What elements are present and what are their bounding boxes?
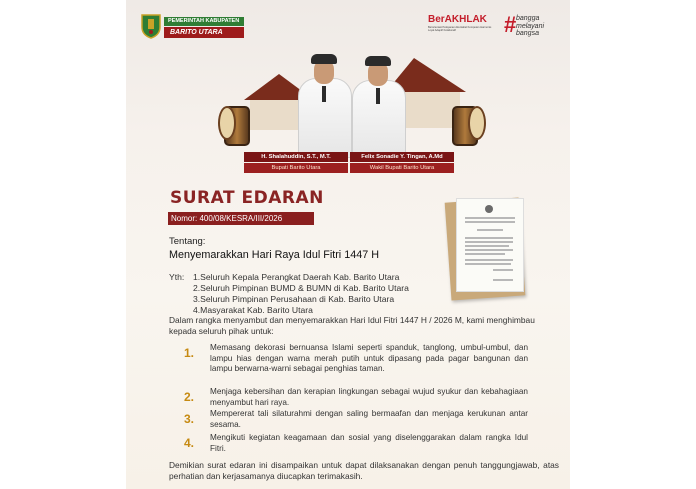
bangga-text: [516, 15, 544, 38]
official-role: Wakil Bupati Barito Utara: [350, 163, 454, 173]
instruction-item: Memasang dekorasi bernuansa Islami seperti spanduk, tanglong, umbul-umbul, dan lampu hias dengan warna merah putih untuk dipasang pada pagar bangunan dan lampu berwarna-warni sebagai penghias taman.: [210, 343, 528, 373]
berakhlak-subtitle: Berorientasi Pelayanan Akuntabel Kompeten Harmonis Loyal Adaptif Kolaboratif: [428, 26, 492, 33]
recipients-label: Yth:: [169, 272, 185, 282]
document-emblem-icon: [485, 205, 493, 213]
instruction-item: Mengikuti kegiatan keagamaan dan sosial yang diselenggarakan dalam rangka Idul Fitri.: [210, 433, 528, 453]
recipient-item: 3.Seluruh Pimpinan Perusahaan di Kab. Barito Utara: [193, 294, 395, 304]
recipient-item: 2.Seluruh Pimpinan BUMD & BUMN di Kab. Barito Utara: [193, 283, 409, 293]
bangga-word-2: melayani: [516, 22, 545, 30]
official-photo-left: [298, 52, 350, 156]
closing-paragraph: Demikian surat edaran ini disampaikan untuk dapat dilaksanakan dengan penuh tanggungjawab, atas perhatian dan kerjasamanya diucapkan terimakasih.: [169, 460, 559, 481]
drum-head-right: [468, 106, 486, 140]
subject-label: Tentang:: [169, 236, 206, 247]
item-number: 2.: [184, 390, 195, 404]
official-role: Bupati Barito Utara: [244, 163, 348, 173]
letter-document-image: [456, 198, 524, 292]
letter-title: SURAT EDARAN: [170, 188, 324, 208]
hashtag-icon: #: [504, 12, 517, 37]
recipient-item: 4.Masyarakat Kab. Barito Utara: [193, 305, 313, 315]
official-photo-right: [352, 54, 404, 158]
berakhlak-logo: [428, 14, 498, 38]
kabupaten-logo: [140, 12, 244, 42]
announcement-poster: [126, 0, 570, 489]
official-nameplate-left: [244, 152, 348, 174]
official-nameplate-right: [350, 152, 454, 174]
recipient-item: 1.Seluruh Kepala Perangkat Daerah Kab. Barito Utara: [193, 272, 400, 282]
bangga-word-1: bangga: [516, 15, 540, 22]
instruction-item: Mempererat tali silaturahmi dengan saling bermaafan dan menjaga kerukunan antar sesama.: [210, 409, 528, 429]
intro-paragraph: Dalam rangka menyambut dan menyemarakkan Hari Idul Fitri 1447 H / 2026 M, kami menghimbau kepada seluruh pihak untuk:: [169, 315, 535, 336]
bangga-word-3: bangsa: [516, 30, 539, 37]
item-number: 1.: [184, 346, 195, 360]
bangga-melayani-logo: [504, 14, 564, 40]
subject-value: Menyemarakkan Hari Raya Idul Fitri 1447 H: [169, 249, 380, 261]
kab-label-line2: BARITO UTARA: [164, 27, 244, 38]
item-number: 3.: [184, 412, 195, 426]
letter-number: Nomor: 400/08/KESRA/III/2026: [168, 212, 314, 225]
instruction-item: Menjaga kebersihan dan kerapian lingkungan sebagai wujud syukur dan kebahagiaan menyambut hari raya.: [210, 387, 528, 407]
berakhlak-title: BerAKHLAK: [428, 14, 487, 25]
hero-illustration: [216, 48, 486, 158]
kab-label-line1: PEMERINTAH KABUPATEN: [164, 17, 244, 26]
official-name: H. Shalahuddin, S.T., M.T.: [244, 152, 348, 162]
item-number: 4.: [184, 436, 195, 450]
official-name: Felix Sonadie Y. Tingan, A.Md: [350, 152, 454, 162]
regency-emblem-icon: [140, 13, 162, 39]
drum-head-left: [218, 106, 236, 140]
